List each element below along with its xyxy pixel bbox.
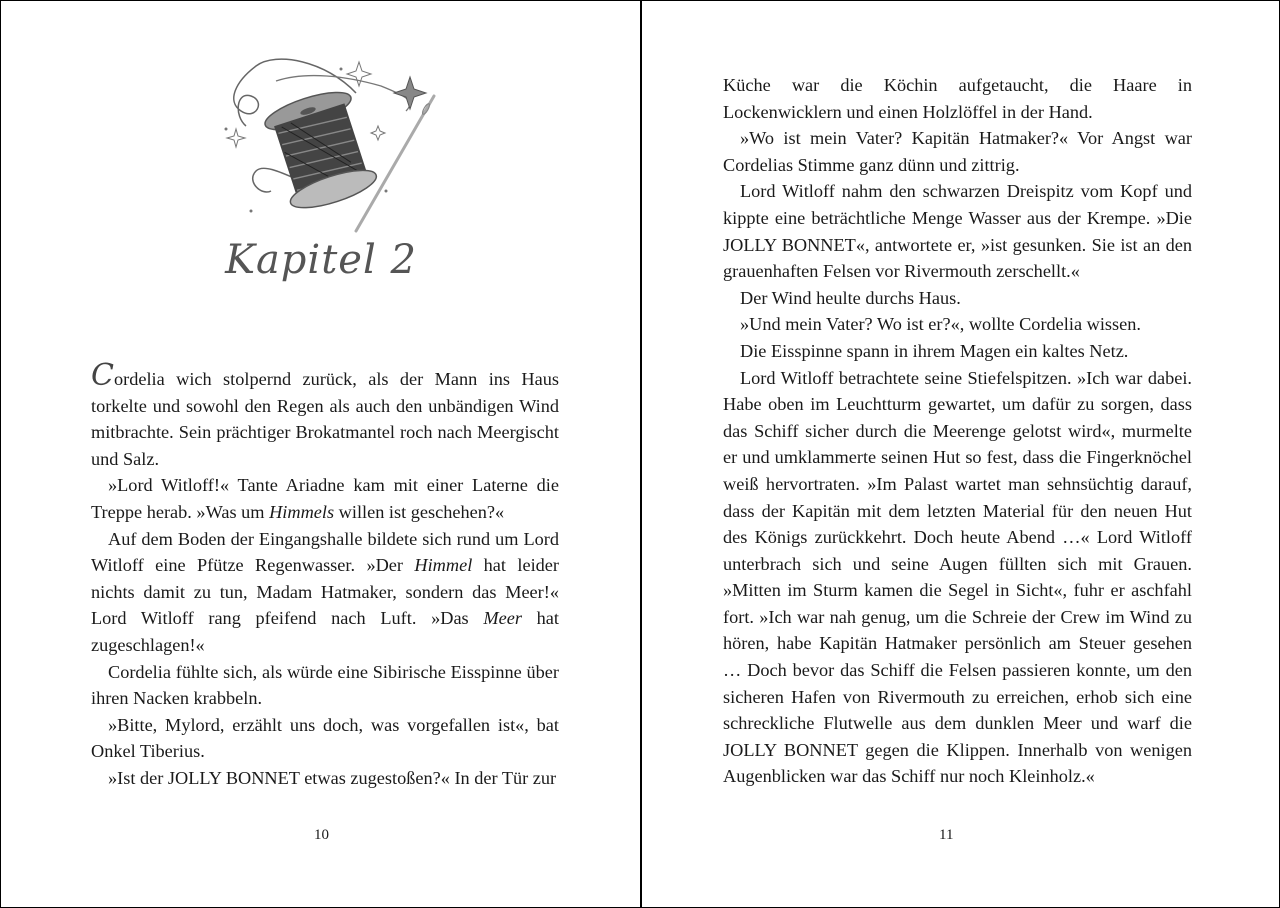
left-page-text — [91, 358, 560, 792]
emphasis: Meer — [483, 608, 522, 629]
paragraph: Küche war die Köchin aufgetaucht, die Haare in Lockenwicklern und einen Holzlöffel in der Hand. — [723, 75, 1192, 122]
drop-cap: C — [91, 358, 114, 393]
paragraph: »Wo ist mein Vater? Kapitän Hatmaker?« Vor Angst war Cordelias Stimme ganz dünn und zittrig. — [723, 128, 1192, 175]
paragraph: »Ist der JOLLY BONNET etwas zugestoßen?« In der Tür zur — [108, 767, 557, 788]
paragraph-text: willen ist geschehen?« — [334, 501, 505, 522]
paragraph — [91, 472, 559, 525]
left-page — [1, 1, 641, 907]
paragraph-text: hat zugeschlagen!« — [91, 608, 559, 655]
right-page — [642, 1, 1279, 907]
emphasis: Himmels — [269, 501, 335, 522]
thread-spool-illustration — [206, 41, 441, 241]
paragraph: »Bitte, Mylord, erzählt uns doch, was vorgefallen ist«, bat Onkel Tiberius. — [91, 714, 559, 762]
chapter-title: Kapitel 2 — [225, 237, 417, 283]
paragraph — [91, 358, 559, 472]
paragraph: »Und mein Vater? Wo ist er?«, wollte Cordelia wissen. — [740, 314, 1141, 335]
paragraph: Der Wind heulte durchs Haus. — [740, 287, 961, 308]
paragraph-text: ordelia wich stolpernd zurück, als der Mann ins Haus torkelte und sowohl den Regen als auch den unbändigen Wind mitbrachte. Sein prächtiger Brokatmantel roch nach Meergischt und Salz. — [91, 369, 559, 469]
paragraph: Lord Witloff nahm den schwarzen Dreispitz vom Kopf und kippte eine beträchtliche Menge Wasser aus der Krempe. »Die JOLLY BONNET«, antwortete er, »ist gesunken. Sie ist an den grauenhaften Felsen vor Rivermouth zerschellt.« — [723, 181, 1192, 282]
emphasis: Himmel — [414, 555, 473, 576]
paragraph-text: Auf dem Boden der Eingangshalle bildete sich rund um Lord Witloff eine Pfütze Regenwasser. »Der — [91, 528, 559, 576]
page-number: 11 — [939, 827, 954, 843]
paragraph-text: »Lord Witloff!« Tante Ariadne kam mit einer Laterne die Treppe herab. »Was um — [91, 475, 559, 522]
paragraph-text: hat leider nichts damit zu tun, Madam Hatmaker, sondern das Meer!« Lord Witloff rang pfeifend nach Luft. »Das — [91, 555, 560, 629]
paragraph — [91, 526, 559, 659]
paragraph: Cordelia fühlte sich, als würde eine Sibirische Eisspinne über ihren Nacken krabbeln. — [91, 661, 559, 709]
paragraph: Die Eisspinne spann in ihrem Magen ein kaltes Netz. — [740, 340, 1129, 361]
page-number: 10 — [314, 827, 329, 843]
right-page-text — [723, 72, 1192, 790]
paragraph: Lord Witloff betrachtete seine Stiefelspitzen. »Ich war dabei. Habe oben im Leuchtturm gewartet, um dafür zu sorgen, dass das Schiff sicher durch die Meerenge gelotst wird«, murmelte er und umklammerte seinen Hut so fest, dass die Fingerknöchel weiß hervortraten. »Im Palast wartet man sehnsüchtig darauf, dass der Kapitän mit dem letzten Material für den neuen Hut des Königs zurückkehrt. Doch heute Abend …« Lord Witloff unterbrach sich und seine Augen füllten sich mit Grauen. »Mitten im Sturm kamen die Segel in Sicht«, fuhr er aschfahl fort. »Ich war nah genug, um die Schreie der Crew im Wind zu hören, habe Kapitän Hatmaker persönlich am Steuer gesehen … Doch bevor das Schiff die Felsen passieren konnte, um den sicheren Hafen von Rivermouth zu erreichen, erhob sich eine schreckliche Flutwelle aus dem dunklen Meer und warf die JOLLY BONNET gegen die Klippen. Innerhalb von wenigen Augenblicken war das Schiff nur noch Kleinholz.« — [723, 367, 1192, 787]
